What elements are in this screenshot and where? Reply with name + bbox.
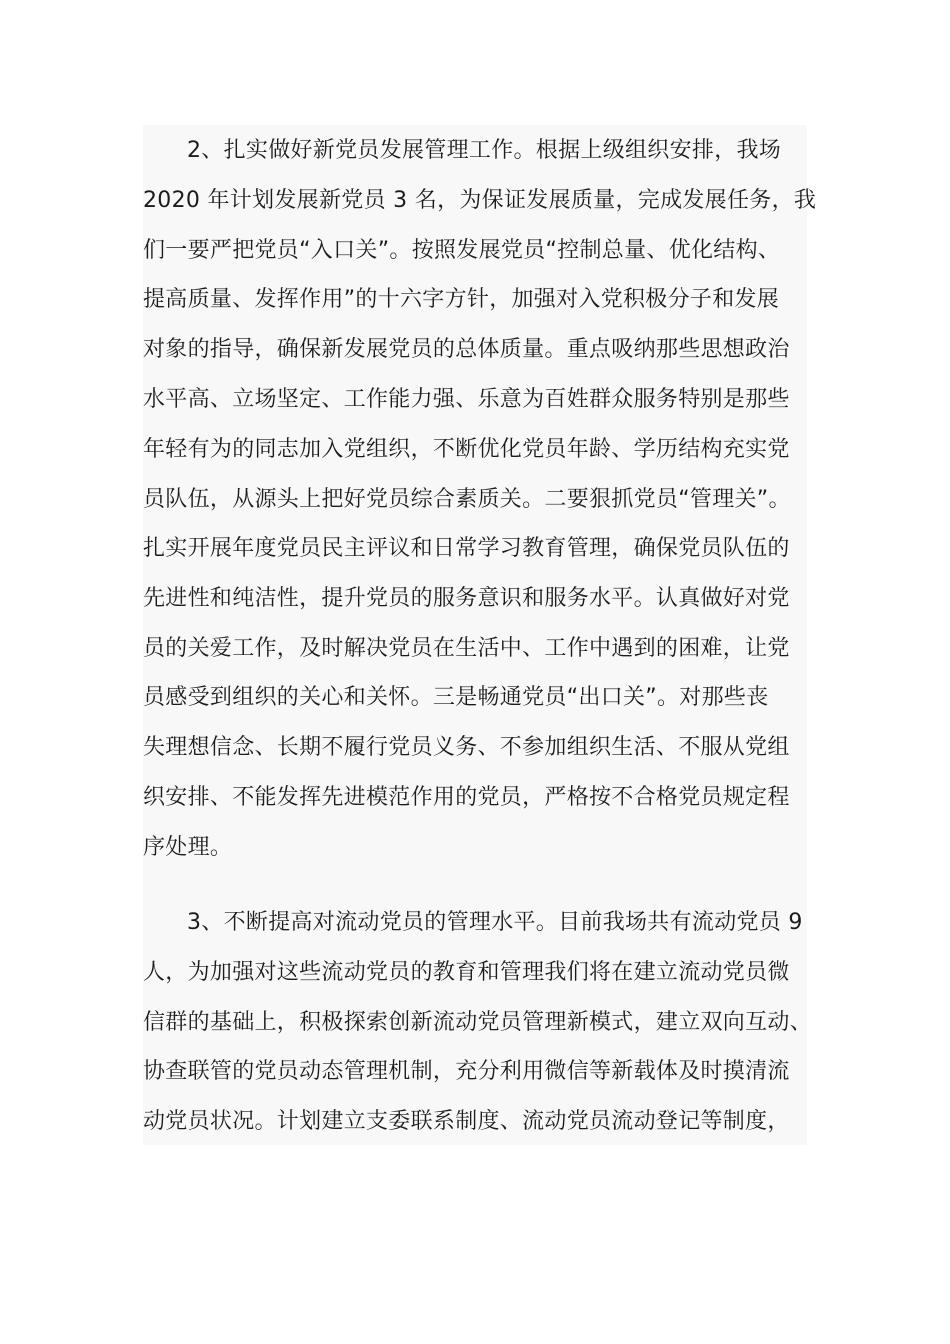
paragraph-2-line-1: 2、扎实做好新党员发展管理工作。根据上级组织安排，我场: [187, 138, 782, 163]
paragraph-3-line-1: 3、不断提高对流动党员的管理水平。目前我场共有流动党员 9: [187, 910, 803, 935]
paragraph-2-line-6: 水平高、立场坚定、工作能力强、乐意为百姓群众服务特别是那些: [143, 387, 790, 412]
paragraph-3-line-4: 协查联管的党员动态管理机制，充分利用微信等新载体及时摸清流: [143, 1059, 790, 1084]
paragraph-2-line-11: 员的关爱工作，及时解决党员在生活中、工作中遇到的困难，让党: [143, 636, 790, 661]
paragraph-3-line-2: 人，为加强对这些流动党员的教育和管理我们将在建立流动党员微: [143, 960, 790, 985]
paragraph-2-line-8: 员队伍，从源头上把好党员综合素质关。二要狠抓党员“管理关”。: [143, 487, 791, 512]
paragraph-2-line-3: 们一要严把党员“入口关”。按照发展党员“控制总量、优化结构、: [143, 238, 781, 263]
paragraph-2-line-7: 年轻有为的同志加入党组织，不断优化党员年龄、学历结构充实党: [143, 437, 790, 462]
paragraph-3-line-3: 信群的基础上，积极探索创新流动党员管理新模式，建立双向互动、: [143, 1010, 813, 1035]
document-body: [143, 125, 817, 1145]
paragraph-2-line-2: 2020 年计划发展新党员 3 名，为保证发展质量，完成发展任务，我: [143, 188, 817, 213]
paragraph-2-line-13: 失理想信念、长期不履行党员义务、不参加组织生活、不服从党组: [143, 735, 790, 760]
paragraph-2-line-14: 织安排、不能发挥先进模范作用的党员，严格按不合格党员规定程: [143, 785, 790, 810]
paragraph-2-line-9: 扎实开展年度党员民主评议和日常学习教育管理，确保党员队伍的: [143, 536, 790, 561]
paragraph-2-line-5: 对象的指导，确保新发展党员的总体质量。重点吸纳那些思想政治: [143, 337, 790, 362]
paragraph-2-line-12: 员感受到组织的关心和关怀。三是畅通党员“出口关”。对那些丧: [143, 685, 769, 710]
paragraph-3-line-5: 动党员状况。计划建立支委联系制度、流动党员流动登记等制度，: [143, 1109, 790, 1134]
paragraph-2-line-15: 序处理。: [143, 835, 233, 860]
paragraph-2-line-10: 先进性和纯洁性，提升党员的服务意识和服务水平。认真做好对党: [143, 586, 790, 611]
paragraph-2-line-4: 提高质量、发挥作用”的十六字方针，加强对入党积极分子和发展: [143, 287, 780, 312]
